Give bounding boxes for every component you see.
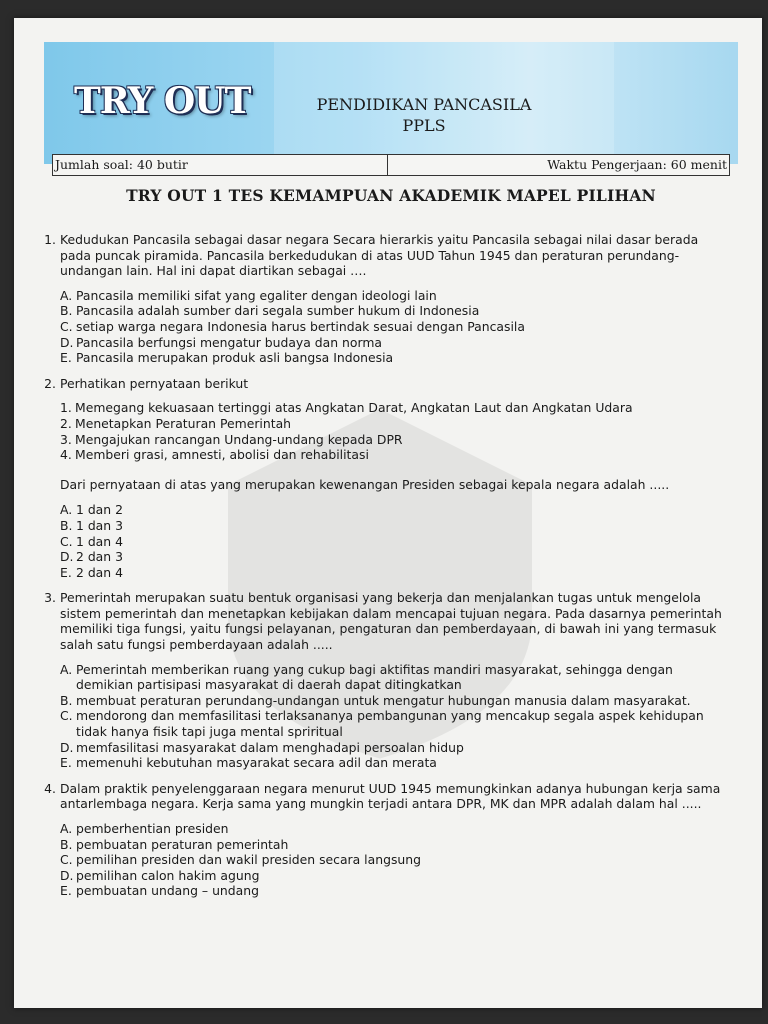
option-text: setiap warga negara Indonesia harus bertindak sesuai dengan Pancasila	[76, 318, 525, 334]
option-text: pembuatan undang – undang	[76, 883, 259, 899]
option-letter: D.	[60, 334, 74, 350]
statement-item	[60, 400, 726, 416]
option-letter: A.	[60, 287, 73, 303]
option-text: memfasilitasi masyarakat dalam menghadapi persoalan hidup	[76, 739, 464, 755]
question-text: Perhatikan pernyataan berikut	[60, 375, 249, 391]
answer-option	[60, 319, 726, 335]
option-letter: E.	[60, 350, 72, 366]
option-text: pembuatan peraturan pemerintah	[76, 836, 289, 852]
option-text: 1 dan 3	[76, 517, 123, 533]
answer-option	[60, 852, 726, 868]
statement-text: Menetapkan Peraturan Pemerintah	[75, 415, 292, 431]
option-letter: C.	[60, 852, 73, 868]
option-letter: D.	[60, 867, 74, 883]
answer-option	[60, 837, 726, 853]
question-2	[36, 376, 726, 581]
answer-option	[60, 288, 726, 304]
answer-option	[60, 303, 726, 319]
option-text: 1 dan 4	[76, 533, 123, 549]
question-text: Dalam praktik penyelenggaraan negara menurut UUD 1945 memungkinkan adanya hubungan kerja sama antarlembaga negara. Kerja sama yang mungkin terjadi antara DPR, MK dan MPR adalah dalam hal .....	[60, 780, 721, 812]
answer-option	[60, 549, 726, 565]
statement-text: Mengajukan rancangan Undang-undang kepada DPR	[75, 431, 403, 447]
question-4	[36, 781, 726, 899]
answer-option	[60, 868, 726, 884]
header-title-block	[274, 94, 574, 136]
option-text: pemberhentian presiden	[76, 821, 229, 836]
question-number: 1.	[44, 232, 56, 247]
option-letter: A.	[60, 661, 73, 677]
question-text: Pemerintah merupakan suatu bentuk organisasi yang bekerja dan menjalankan tugas untuk mengelola sistem pemerintah dan menetapkan kebijakan dalam mencapai tujuan negara. Pada dasarnya pemerintah memiliki tiga fungsi, yaitu fungsi pelayanan, pengaturan dan pemberdayaan, di bawah ini yang termasuk salah satu fungsi pemberdayaan adalah .....	[60, 590, 722, 653]
option-list	[60, 502, 726, 580]
option-letter: C.	[60, 318, 73, 334]
question-1	[36, 232, 726, 366]
option-text: 2 dan 3	[76, 549, 123, 565]
option-letter: B.	[60, 517, 73, 533]
option-text: Pancasila merupakan produk asli bangsa Indonesia	[76, 350, 394, 366]
answer-option	[60, 693, 726, 709]
answer-option	[60, 740, 726, 756]
answer-option	[60, 565, 726, 581]
option-text: pemilihan calon hakim agung	[76, 867, 260, 883]
option-text: 1 dan 2	[76, 502, 123, 518]
option-text: pemilihan presiden dan wakil presiden secara langsung	[76, 852, 421, 868]
option-text: Pancasila adalah sumber dari segala sumber hukum di Indonesia	[76, 303, 480, 319]
question-list	[36, 232, 726, 909]
statement-item	[60, 447, 726, 463]
statement-number: 3.	[60, 431, 72, 447]
answer-option	[60, 534, 726, 550]
answer-option	[60, 821, 726, 837]
answer-option	[60, 350, 726, 366]
option-letter: C.	[60, 533, 73, 549]
question-count: Jumlah soal: 40 butir	[53, 155, 388, 175]
answer-option	[60, 662, 726, 693]
option-letter: D.	[60, 549, 74, 565]
option-letter: D.	[60, 739, 74, 755]
statement-text: Memberi grasi, amnesti, abolisi dan rehabilitasi	[75, 447, 369, 463]
statement-text: Memegang kekuasaan tertinggi atas Angkatan Darat, Angkatan Laut dan Angkatan Udara	[75, 400, 633, 416]
option-text: mendorong dan memfasilitasi terlaksananya pembangunan yang mencakup segala aspek kehidupan tidak hanya fisik tapi juga mental spriritual	[76, 708, 704, 740]
time-limit: Waktu Pengerjaan: 60 menit	[547, 157, 727, 172]
option-text: Pemerintah memberikan ruang yang cukup bagi aktifitas mandiri masyarakat, sehingga dengan demikian partisipasi masyarakat di daerah dapat ditingkatkan	[76, 661, 673, 693]
option-letter: C.	[60, 708, 73, 724]
question-text: Kedudukan Pancasila sebagai dasar negara Secara hierarkis yaitu Pancasila sebagai nilai dasar berada pada puncak piramida. Pancasila berkedudukan di atas UUD Tahun 1945 dan peraturan perundang-undangan lain. Hal ini dapat diartikan sebagai ….	[60, 232, 699, 279]
statement-item	[60, 416, 726, 432]
answer-option	[60, 518, 726, 534]
statement-number: 2.	[60, 415, 72, 431]
option-letter: E.	[60, 564, 72, 580]
question-number: 4.	[44, 780, 56, 796]
option-list	[60, 821, 726, 899]
option-letter: B.	[60, 303, 73, 319]
option-letter: E.	[60, 755, 72, 771]
option-text: 2 dan 4	[76, 564, 123, 580]
statement-number: 1.	[60, 400, 72, 416]
option-text: Pancasila memiliki sifat yang egaliter dengan ideologi lain	[76, 287, 437, 303]
subject-title: PENDIDIKAN PANCASILA	[316, 95, 532, 114]
option-text: membuat peraturan perundang-undangan untuk mengatur hubungan manusia dalam masyarakat.	[76, 692, 691, 708]
question-3	[36, 590, 726, 771]
option-letter: E.	[60, 883, 72, 899]
statement-list	[60, 400, 726, 462]
question-number: 3.	[44, 590, 56, 606]
header-banner	[44, 42, 738, 164]
option-letter: A.	[60, 502, 73, 518]
option-list	[60, 662, 726, 771]
tryout-logo: TRY OUT	[74, 80, 251, 122]
option-list	[60, 288, 726, 366]
answer-option	[60, 883, 726, 899]
answer-option	[60, 755, 726, 771]
answer-option	[60, 335, 726, 351]
exam-info-bar	[52, 154, 730, 176]
question-prompt: Dari pernyataan di atas yang merupakan kewenangan Presiden sebagai kepala negara adalah .....	[60, 476, 670, 492]
question-number: 2.	[44, 375, 56, 391]
answer-option	[60, 502, 726, 518]
statement-item	[60, 432, 726, 448]
option-text: Pancasila berfungsi mengatur budaya dan norma	[76, 334, 383, 350]
program-title: PPLS	[402, 116, 446, 135]
option-letter: B.	[60, 692, 73, 708]
option-letter: B.	[60, 836, 73, 852]
exam-title: TRY OUT 1 TES KEMAMPUAN AKADEMIK MAPEL PILIHAN	[126, 186, 656, 205]
answer-option	[60, 708, 726, 739]
option-letter: A.	[60, 821, 73, 836]
option-text: memenuhi kebutuhan masyarakat secara adil dan merata	[76, 755, 437, 771]
statement-number: 4.	[60, 447, 72, 463]
